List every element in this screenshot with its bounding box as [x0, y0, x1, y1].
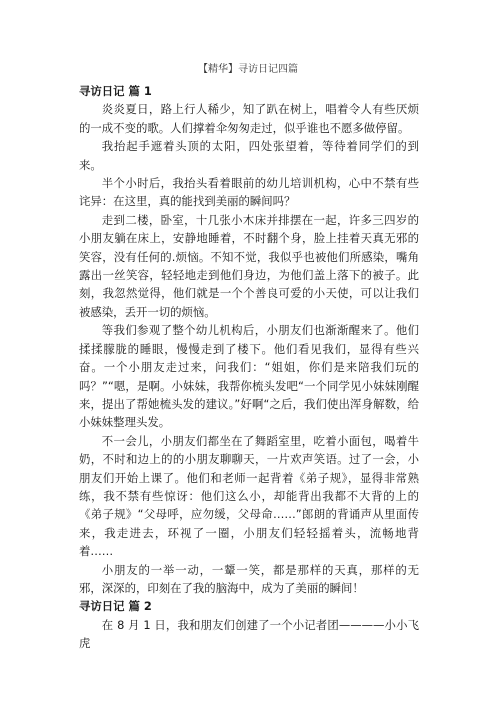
document-title: 【精华】寻访日记四篇 [198, 64, 298, 75]
paragraph: 小朋友的一举一动，一颦一笑，都是那样的天真，那样的无邪，深深的，印刻在了我的脑海中，成为了美丽的瞬间！ [79, 562, 419, 595]
section-heading: 寻访日记 篇 1 [79, 84, 152, 98]
paragraph: 在 8 月 1 日，我和朋友们创建了一个小记者团————小小飞虎 [79, 617, 419, 651]
paragraph: 我抬起手遮着头顶的太阳，四处张望着，等待着同学们的到来。 [79, 139, 419, 172]
document-body [79, 82, 419, 653]
paragraph: 走到二楼，卧室，十几张小木床并排摆在一起，许多三四岁的小朋友躺在床上，安静地睡着，不时翻个身，脸上挂着天真无邪的笑容，没有任何的.烦恼。不知不觉，我似乎也被他们所感染，嘴角露出一丝笑容，轻轻地走到他们身边，为他们盖上落下的被子。此刻，我忽然觉得，他们就是一个个善良可爱的小天使，可以让我们被感染，丢开一切的烦恼。 [79, 212, 419, 319]
paragraph: 炎炎夏日，路上行人稀少，知了趴在树上，唱着令人有些厌烦的一成不变的歌。人们撑着伞匆匆走过，似乎谁也不愿多做停留。 [79, 102, 419, 135]
section-heading: 寻访日记 篇 2 [79, 599, 152, 614]
paragraph: 等我们参观了整个幼儿机构后，小朋友们也渐渐醒来了。他们揉揉朦胧的睡眼，慢慢走到了楼下。他们看见我们，显得有些兴奋。一个小朋友走过来，问我们：“姐姐，你们是来陪我们玩的吗？”“嗯，是啊。小妹妹，我帮你梳头发吧“一个同学见小妹妹刚醒来，提出了帮她梳头发的建议。”好啊“之后，我们使出浑身解数，给小妹妹整理头发。 [79, 323, 419, 430]
paragraph: 不一会儿，小朋友们都坐在了舞蹈室里，吃着小面包，喝着牛奶，不时和边上的的小朋友聊聊天，一片欢声笑语。过了一会，小朋友们开始上课了。他们和老师一起背着《弟子规》，显得非常熟练，我不禁有些惊讶：他们这么小，却能背出我都不大背的上的《弟子规》“父母呼，应勿缓，父母命……”郎朗的背诵声从里面传来，我走进去，环视了一圈，小朋友们轻轻摇着头，流畅地背着…… [79, 433, 419, 559]
paragraph: 半个小时后，我抬头看着眼前的幼儿培训机构，心中不禁有些诧异：在这里，真的能找到美丽的瞬间吗？ [79, 176, 419, 209]
